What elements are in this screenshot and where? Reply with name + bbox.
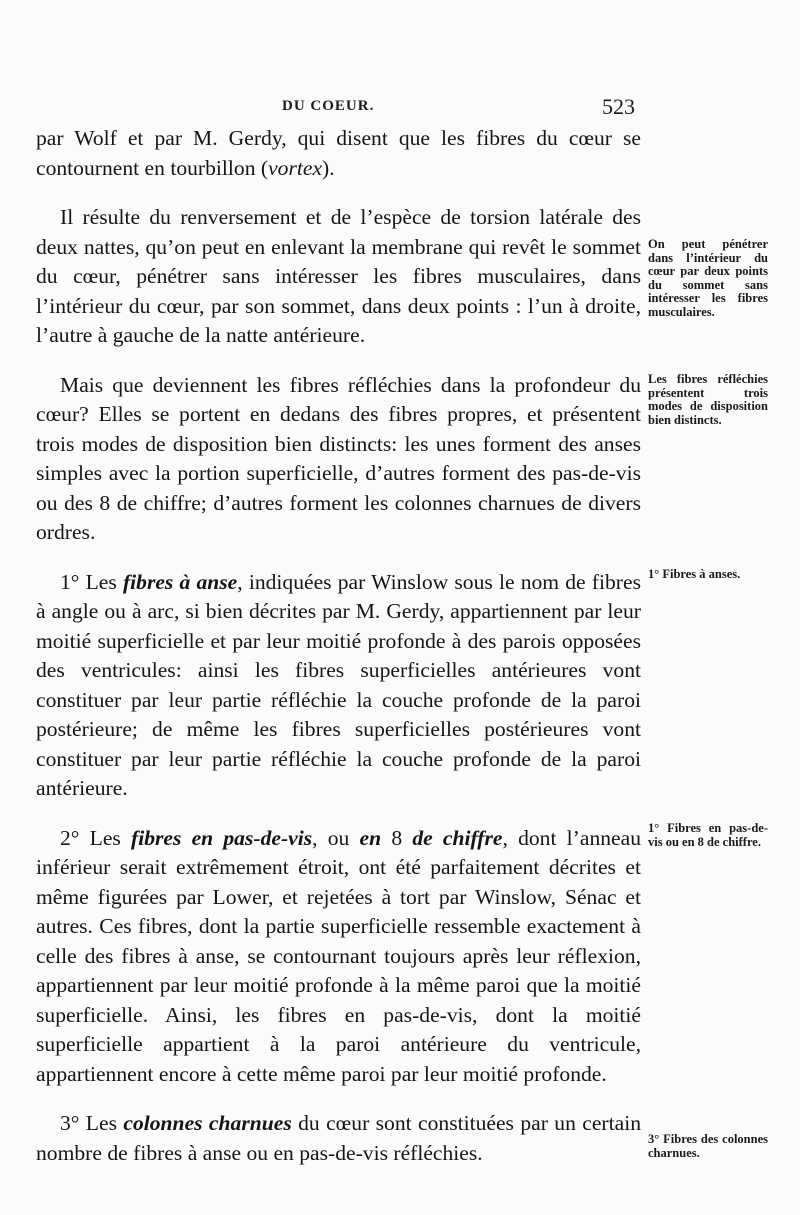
paragraph-2: Il résulte du renversement et de l’espèce de torsion latérale des deux nattes, qu’on peut en enlevant la membrane qui revêt le sommet du cœur, pénétrer sans intéresser les fibres musculaires, dans l’intérieur du cœur, par son sommet, dans deux points : l’un à droite, l’autre à gauche de la natte antérieure. bbox=[36, 205, 641, 347]
paragraph-6: 3° Les colonnes charnues du cœur sont constituées par un certain nombre de fibres à anse ou en pas-de-vis réfléchies. bbox=[36, 1111, 641, 1165]
margin-note-5: 3° Fibres des colonnes charnues. bbox=[648, 1132, 768, 1160]
running-title: DU COEUR. bbox=[282, 98, 375, 114]
margin-note-1: On peut pénétrer dans l’intérieur du cœur par deux points du sommet sans intéresser les fibres musculaires. bbox=[648, 237, 768, 319]
body-text bbox=[36, 124, 641, 1188]
margin-note-4: 1° Fibres en pas-de-vis ou en 8 de chiffre. bbox=[648, 821, 768, 849]
paragraph-5: 2° Les fibres en pas-de-vis, ou en 8 de chiffre, dont l’anneau inférieur serait extrêmement étroit, ont été parfaitement décrites et même figurées par Lower, et rejetées à tort par Winslow, Sénac et autres. Ces fibres, dont la partie superficielle ressemble exactement à celle des fibres à anse, se contournant toujours après leur réflexion, appartiennent par leur moitié profonde à la même paroi que la moitié superficielle. Ainsi, les fibres en pas-de-vis, dont la moitié superficielle appartient à la paroi antérieure du ventricule, appartiennent encore à cette même paroi par leur moitié profonde. bbox=[36, 825, 642, 1086]
page-number: 523 bbox=[602, 94, 635, 119]
page-header bbox=[0, 94, 800, 124]
margin-note-2: Les fibres réfléchies présentent trois modes de disposition bien distincts. bbox=[648, 372, 768, 427]
paragraph-3: Mais que deviennent les fibres réfléchies dans la profondeur du cœur? Elles se portent en dedans des fibres propres, et présentent trois modes de disposition bien distincts: les unes forment des anses simples avec la portion superficielle, d’autres forment des pas-de-vis ou des 8 de chiffre; d’autres forment les colonnes charnues de divers ordres. bbox=[36, 372, 641, 544]
paragraph-1: par Wolf et par M. Gerdy, qui disent que les fibres du cœur se contournent en tourbillon (vortex). bbox=[36, 126, 641, 180]
margin-note-3: 1° Fibres à anses. bbox=[648, 567, 741, 581]
paragraph-4: 1° Les fibres à anse, indiquées par Winslow sous le nom de fibres à angle ou à arc, si bien décrites par M. Gerdy, appartiennent par leur moitié superficielle et par leur moitié profonde à des parois opposées des ventricules: ainsi les fibres superficielles antérieures vont constituer par leur partie réfléchie la couche profonde de la paroi postérieure; de même les fibres superficielles postérieures vont constituer par leur partie réfléchie la couche profonde de la paroi antérieure. bbox=[36, 569, 641, 800]
